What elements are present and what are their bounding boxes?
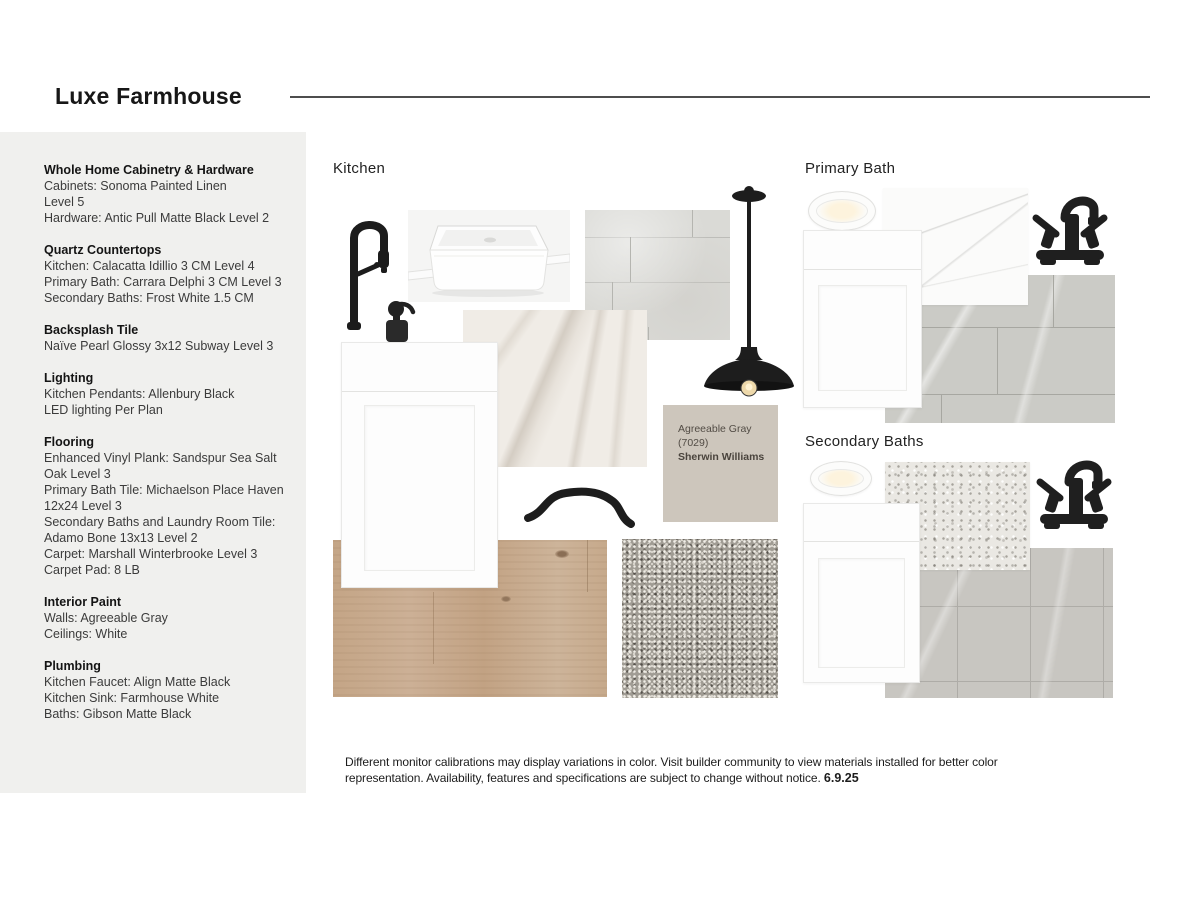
cabinet-drawer-rail xyxy=(804,541,919,542)
spec-line: Primary Bath Tile: Michaelson Place Haven xyxy=(44,483,284,497)
primary-bath-heading: Primary Bath xyxy=(805,160,896,177)
wood-knot xyxy=(555,550,569,558)
spec-section-lighting xyxy=(44,370,286,418)
spec-line: Secondary Baths and Laundry Room Tile: xyxy=(44,515,276,529)
disclaimer-date: 6.9.25 xyxy=(823,770,859,785)
tile-joint xyxy=(648,327,649,340)
tile-joint xyxy=(692,210,693,237)
bath-faucet-image xyxy=(1030,188,1110,273)
spec-section-cabinetry xyxy=(44,162,286,226)
centerset-faucet-graphic xyxy=(1030,188,1110,273)
spec-line: Cabinets: Sonoma Painted Linen xyxy=(44,179,227,193)
cabinet-door-panel xyxy=(364,405,475,571)
spec-line: 12x24 Level 3 xyxy=(44,499,122,513)
plank-seam xyxy=(587,540,588,592)
plank-seam xyxy=(433,592,434,664)
spec-section-title: Backsplash Tile xyxy=(44,323,139,337)
spec-line: Hardware: Antic Pull Matte Black Level 2 xyxy=(44,211,270,225)
soap-dispenser-graphic xyxy=(383,296,423,344)
spec-section-backsplash xyxy=(44,322,286,354)
kitchen-heading: Kitchen xyxy=(333,160,386,177)
cabinet-drawer-rail xyxy=(342,391,497,392)
cabinet-door-panel xyxy=(818,285,907,391)
carpet-swatch xyxy=(622,539,778,698)
pendant-light-graphic xyxy=(700,183,796,398)
spec-line: Ceilings: White xyxy=(44,627,128,641)
soap-dispenser-image xyxy=(383,296,423,344)
recessed-light-image xyxy=(810,461,872,496)
title-rule xyxy=(290,96,1150,98)
centerset-faucet-graphic xyxy=(1034,452,1114,537)
spec-section-title: Quartz Countertops xyxy=(44,243,162,257)
spec-section-flooring xyxy=(44,434,286,578)
spec-line: Walls: Agreeable Gray xyxy=(44,611,168,625)
cabinet-pull-image xyxy=(522,478,637,528)
spec-section-title: Plumbing xyxy=(44,659,101,673)
tile-joint xyxy=(1053,275,1054,328)
spec-section-title: Whole Home Cabinetry & Hardware xyxy=(44,163,254,177)
spec-section-countertops xyxy=(44,242,286,306)
tile-joint xyxy=(997,328,998,395)
spec-line: Kitchen: Calacatta Idillio 3 CM Level 4 xyxy=(44,259,255,273)
spec-line: Primary Bath: Carrara Delphi 3 CM Level 3 xyxy=(44,275,282,289)
spec-line: Level 5 xyxy=(44,195,85,209)
spec-section-paint xyxy=(44,594,286,642)
secondary-cabinet-door-swatch xyxy=(803,503,920,683)
kitchen-pendant-image xyxy=(700,183,796,398)
specs-sidebar xyxy=(0,132,306,793)
spec-line: Kitchen Pendants: Allenbury Black xyxy=(44,387,235,401)
spec-section-title: Flooring xyxy=(44,435,94,449)
paint-name: Agreeable Gray (7029) xyxy=(678,423,752,449)
spec-line: Kitchen Sink: Farmhouse White xyxy=(44,691,220,705)
spec-line: Naïve Pearl Glossy 3x12 Subway Level 3 xyxy=(44,339,274,353)
bath-faucet-image xyxy=(1034,452,1114,537)
spec-line: Carpet: Marshall Winterbrooke Level 3 xyxy=(44,547,258,561)
paint-brand: Sherwin Williams xyxy=(678,451,765,463)
farmhouse-sink-graphic xyxy=(408,210,570,302)
cabinet-door-panel xyxy=(818,558,905,668)
kitchen-sink-image xyxy=(408,210,570,302)
secondary-baths-heading: Secondary Baths xyxy=(805,433,924,450)
paint-swatch xyxy=(663,405,778,522)
page-title: Luxe Farmhouse xyxy=(55,83,242,109)
tile-joint xyxy=(630,237,631,282)
spec-section-title: Lighting xyxy=(44,371,94,385)
spec-line: Secondary Baths: Frost White 1.5 CM xyxy=(44,291,254,305)
wood-knot xyxy=(501,596,511,602)
cabinet-drawer-rail xyxy=(804,269,921,270)
spec-line: Kitchen Faucet: Align Matte Black xyxy=(44,675,231,689)
spec-line: LED lighting Per Plan xyxy=(44,403,163,417)
spec-line: Oak Level 3 xyxy=(44,467,111,481)
disclaimer-body: Different monitor calibrations may display variations in color. Visit builder community to view materials installed for better color representation. Availability, features and specifications are subject to change without notice. xyxy=(345,755,998,785)
primary-cabinet-door-swatch xyxy=(803,230,922,408)
spec-line: Baths: Gibson Matte Black xyxy=(44,707,192,721)
recessed-light-image xyxy=(808,191,876,231)
disclaimer-text xyxy=(345,755,1060,786)
spec-section-plumbing xyxy=(44,658,286,722)
cabinet-pull-graphic xyxy=(522,478,637,528)
tile-joint xyxy=(941,395,942,423)
spec-line: Enhanced Vinyl Plank: Sandspur Sea Salt xyxy=(44,451,277,465)
spec-section-title: Interior Paint xyxy=(44,595,122,609)
spec-line: Carpet Pad: 8 LB xyxy=(44,563,140,577)
kitchen-cabinet-door-swatch xyxy=(341,342,498,588)
spec-line: Adamo Bone 13x13 Level 2 xyxy=(44,531,198,545)
